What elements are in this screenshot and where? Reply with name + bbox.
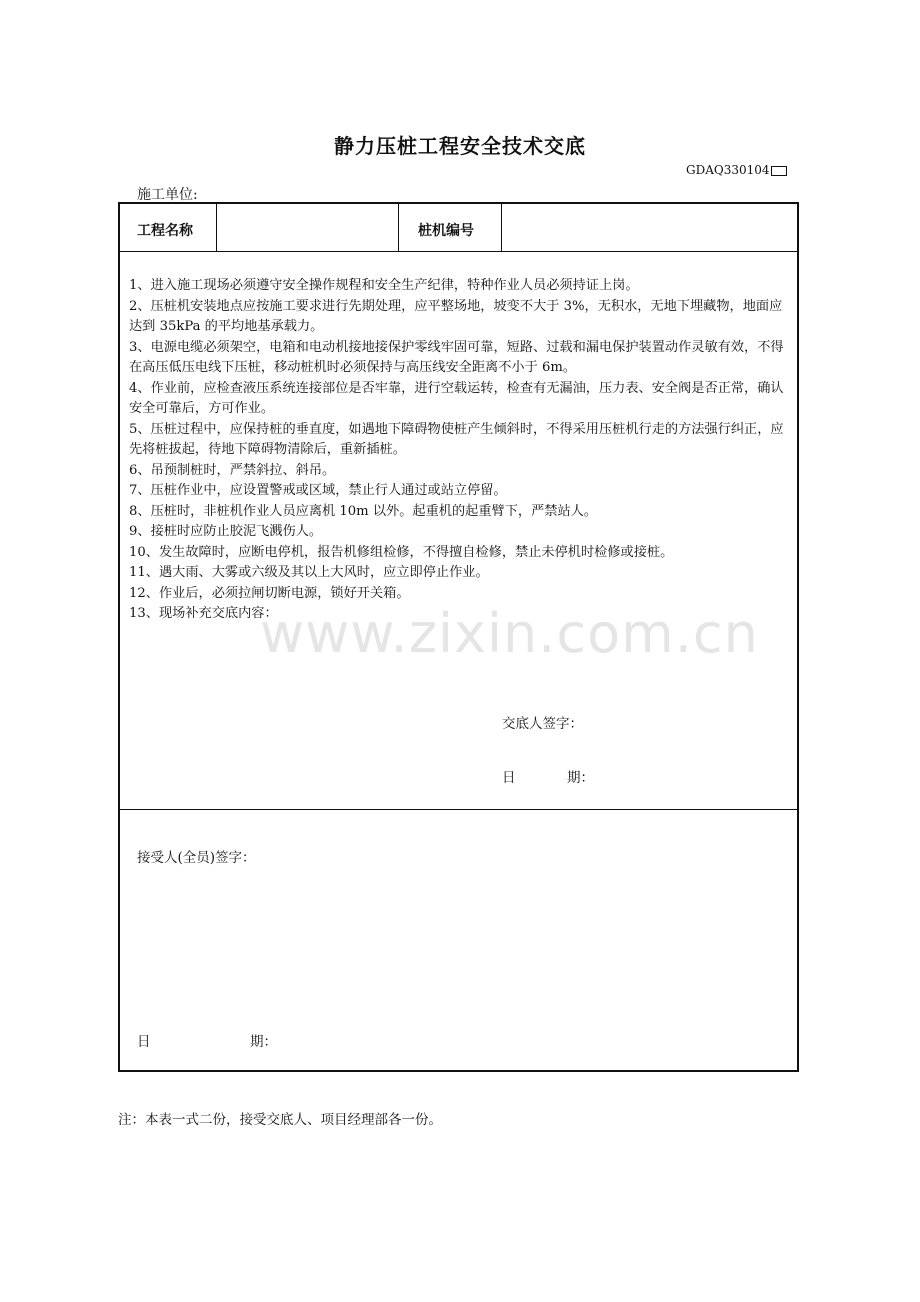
form-code — [686, 163, 787, 177]
list-item: 11、遇大雨、大雾或六级及其以上大风时，应立即停止作业。 — [129, 565, 489, 580]
disclosure-content — [120, 252, 797, 810]
safety-items-list — [129, 276, 791, 625]
list-item: 10、发生故障时，应断电停机，报告机修组检修，不得擅自检修，禁止未停机时检修或接桩。 — [129, 544, 674, 560]
list-item: 4、作业前，应检查液压系统连接部位是否牢靠，进行空载运转，检查有无漏油，压力表、安全阀是否正常，确认安全可靠后，方可作业。 — [129, 380, 784, 416]
footnote: 注：本表一式二份，接受交底人、项目经理部各一份。 — [118, 1112, 442, 1128]
project-name-field[interactable] — [217, 204, 397, 251]
list-item: 9、接桩时应防止胶泥飞溅伤人。 — [129, 524, 323, 539]
project-name-label: 工程名称 — [137, 223, 193, 239]
header-row — [120, 204, 797, 252]
receiver-date-label: 日 — [137, 1034, 151, 1050]
pile-machine-label: 桩机编号 — [418, 223, 474, 239]
receiver-sign-label: 接受人(全员)签字： — [137, 850, 256, 866]
list-item: 3、电源电缆必须架空，电箱和电动机接地接保护零线牢固可靠，短路、过载和漏电保护装置动作灵敏有效，不得在高压低压电线下压桩，移动桩机时必须保持与高压线安全距离不小于 6m。 — [129, 339, 784, 375]
document-title: 静力压桩工程安全技术交底 — [334, 134, 586, 158]
discloser-date-label-suffix: 期： — [567, 770, 594, 786]
discloser-date-label: 日 — [502, 770, 516, 786]
disclosure-form — [118, 202, 799, 1072]
list-item: 6、吊预制桩时，严禁斜拉、斜吊。 — [129, 462, 336, 478]
list-item: 13、现场补充交底内容： — [129, 606, 278, 621]
list-item: 8、压桩时，非桩机作业人员应离机 10m 以外。起重机的起重臂下，严禁站人。 — [129, 503, 598, 519]
form-code-text: GDAQ330104 — [686, 163, 770, 177]
list-item: 7、压桩作业中，应设置警戒或区域，禁止行人通过或站立停留。 — [129, 483, 507, 498]
list-item: 12、作业后，必须拉闸切断电源，锁好开关箱。 — [129, 585, 410, 601]
discloser-sign-label: 交底人签字： — [502, 716, 583, 732]
construction-unit-label: 施工单位: — [137, 187, 198, 203]
pile-machine-field[interactable] — [502, 204, 797, 251]
watermark: www.zixin.com.cn — [260, 602, 759, 665]
list-item: 5、压桩过程中，应保持桩的垂直度，如遇地下障碍物使桩产生倾斜时，不得采用压桩机行走的方法强行纠正，应先将桩拔起，待地下障碍物清除后，重新插桩。 — [129, 421, 784, 457]
list-item: 2、压桩机安装地点应按施工要求进行先期处理，应平整场地，坡变不大于 3%，无积水，无地下埋藏物，地面应达到 35kPa 的平均地基承载力。 — [129, 298, 783, 334]
divider — [398, 204, 399, 252]
list-item: 1、进入施工现场必须遵守安全操作规程和安全生产纪律，特种作业人员必须持证上岗。 — [129, 278, 639, 293]
receiver-date-label-suffix: 期： — [250, 1034, 277, 1050]
checkbox-icon — [771, 166, 787, 176]
